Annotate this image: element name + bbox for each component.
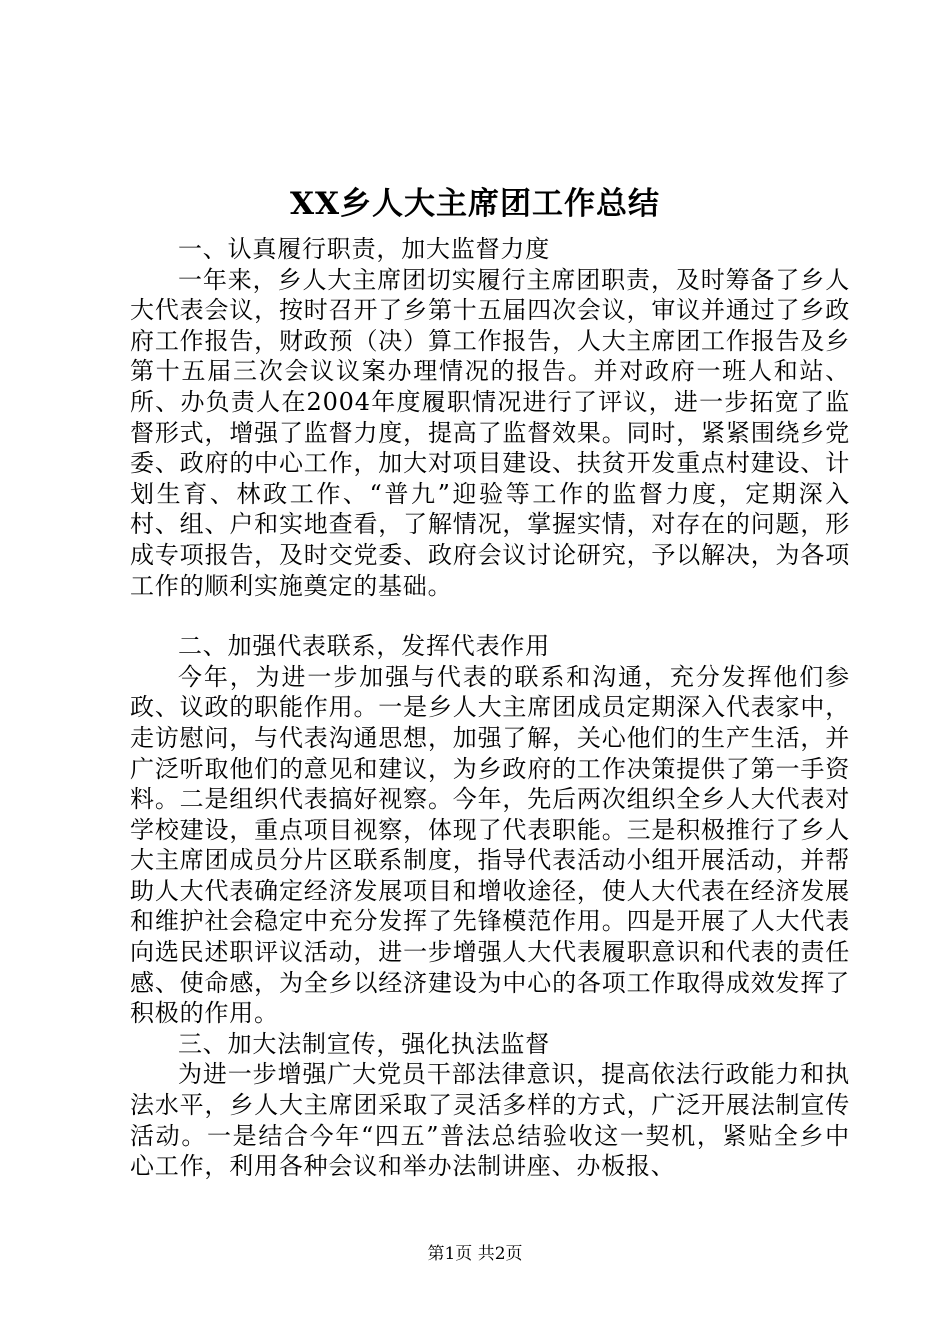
section-2-paragraph: 今年，为进一步加强与代表的联系和沟通，充分发挥他们参政、议政的职能作用。一是乡人大主席团成员定期深入代表家中，走访慰问，与代表沟通思想，加强了解，关心他们的生产生活，并广泛听取他们的意见和建议，为乡政府的工作决策提供了第一手资料。二是组织代表搞好视察。今年，先后两次组织全乡人大代表对学校建设，重点项目视察，体现了代表职能。三是积极推行了乡人大主席团成员分片区联系制度，指导代表活动小组开展活动，并帮助人大代表确定经济发展项目和增收途径，使人大代表在经济发展和维护社会稳定中充分发挥了先锋模范作用。四是开展了人大代表向选民述职评议活动，进一步增强人大代表履职意识和代表的责任感、使命感，为全乡以经济建设为中心的各项工作取得成效发挥了积极的作用。: [130, 662, 850, 1028]
section-2-heading: 二、加强代表联系，发挥代表作用: [178, 632, 550, 661]
document-body: [130, 234, 850, 1182]
section-1-heading: 一、认真履行职责，加大监督力度: [178, 235, 550, 263]
document-title: XX乡人大主席团工作总结: [289, 186, 661, 222]
section-3-paragraph: 为进一步增强广大党员干部法律意识，提高依法行政能力和执法水平，乡人大主席团采取了灵活多样的方式，广泛开展法制宣传活动。一是结合今年“四五”普法总结验收这一契机，紧贴全乡中心工作，利用各种会议和举办法制讲座、办板报、: [130, 1060, 850, 1181]
section-1-paragraph: 一年来，乡人大主席团切实履行主席团职责，及时筹备了乡人大代表会议，按时召开了乡第十五届四次会议，审议并通过了乡政府工作报告，财政预（决）算工作报告，人大主席团工作报告及乡第十五届三次会议议案办理情况的报告。并对政府一班人和站、所、办负责人在2004年度履职情况进行了评议，进一步拓宽了监督形式，增强了监督力度，提高了监督效果。同时，紧紧围绕乡党委、政府的中心工作，加大对项目建设、扶贫开发重点村建设、计划生育、林政工作、“普九”迎验等工作的监督力度，定期深入村、组、户和实地查看，了解情况，掌握实情，对存在的问题，形成专项报告，及时交党委、政府会议讨论研究，予以解决，为各项工作的顺利实施奠定的基础。: [130, 265, 850, 600]
page-footer: 第1页 共2页: [427, 1244, 523, 1264]
section-3-heading: 三、加大法制宣传，强化执法监督: [178, 1029, 550, 1058]
